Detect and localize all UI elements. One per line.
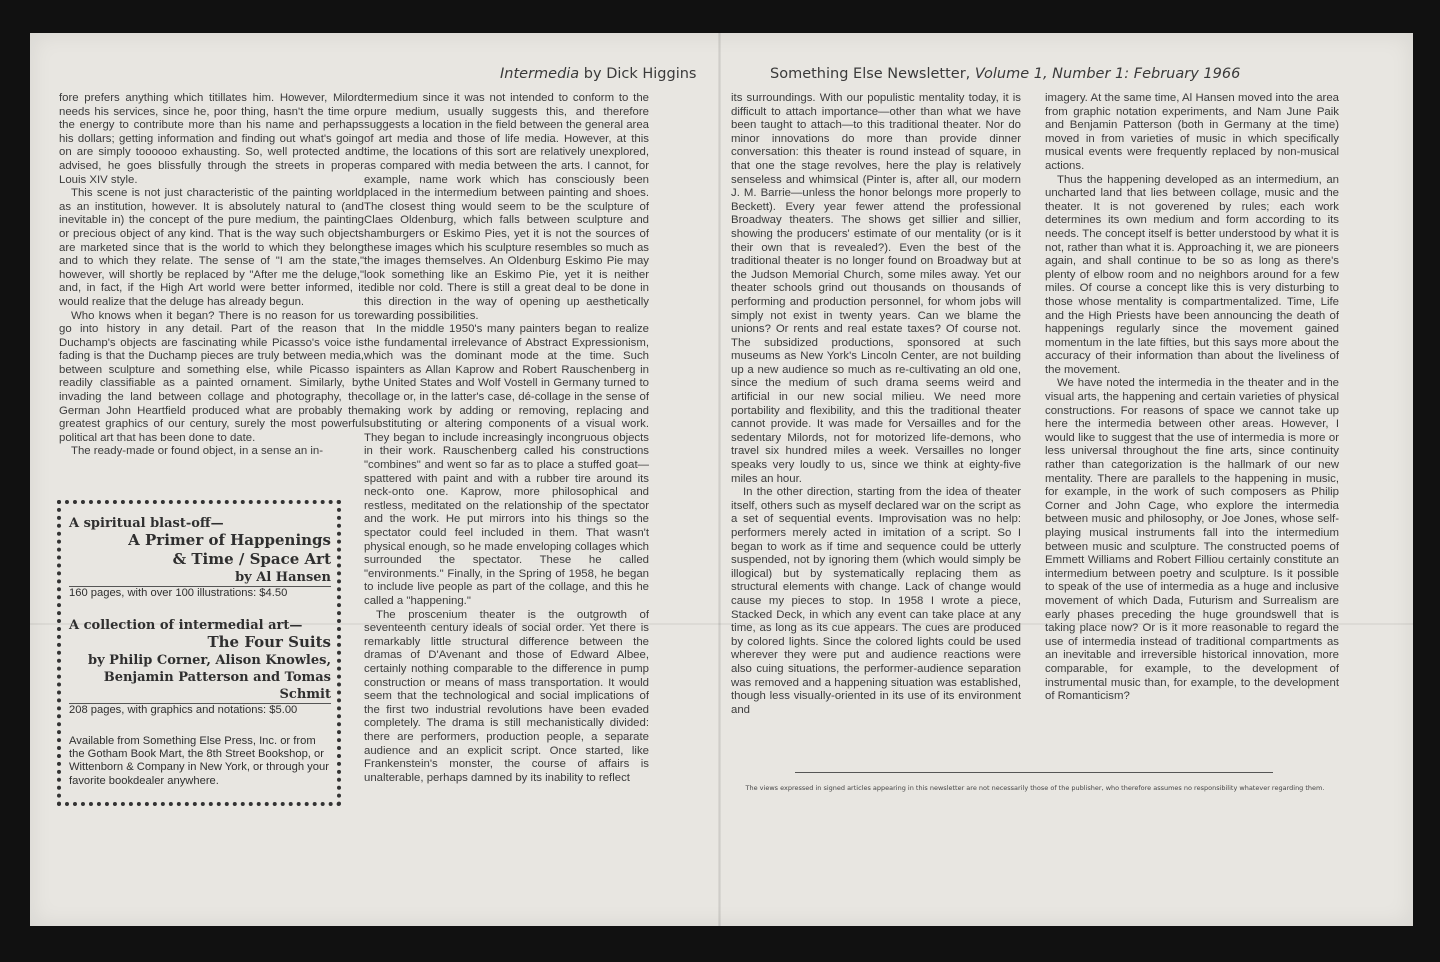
article-title: Intermedia (500, 66, 580, 82)
paragraph: imagery. At the same time, Al Hansen moved into the area from graphic notation experiments, and Nam June Paik and Benjamin Patterson (both in Germany at the time) moved in from varieties of music in which specifically musical events were frequently replaced by non-musical actions. (1045, 92, 1339, 172)
ad-lead-2: A collection of intermedial art— (69, 618, 303, 633)
paragraph: termedium since it was not intended to conform to the pure medium, usually suggests this, and therefore suggests a location in the field between the general area of art media and those of life media. However, at this time, the locations of this sort are relatively unexplored, as compared with media between the arts. I cannot, for example, name work which has consciously been placed in the intermedium between painting and shoes. The closest thing would seem to be the sculpture of Claes Oldenburg, which falls between sculpture and hamburgers or Eskimo Pies, yet it is not the sources of these images which his sculpture resembles so much as the images themselves. An Oldenburg Eskimo Pie may look something like an Eskimo Pie, yet it is neither edible nor cold. There is still a great deal to be done in this direction in the way of opening up aesthetically rewarding possibilities. (364, 92, 649, 322)
ad-info-2: 208 pages, with graphics and notations: $5.00 (69, 703, 331, 717)
ad-author-2a: by Philip Corner, Alison Knowles, (88, 653, 331, 668)
paragraph: This scene is not just characteristic of the painting world as an institution, however. It is absolutely natural to (and inevitable in) the concept of the pure medium, the painting or precious object of any kind. That is the way such objects are marketed since that is the world to which they belong and to which they relate. The sense of "I am the state," however, will shortly be replaced by "After me the deluge," and, in fact, if the High Art world were better informed, it would realize that the deluge has already begun. (59, 187, 364, 308)
ad-author-1: by Al Hansen (235, 570, 331, 585)
center-fold (718, 33, 721, 926)
paragraph: Who knows when it began? There is no reason for us to go into history in any detail. Part of the reason that Duchamp's objects are fascinating while Picasso's voice is fading is that the Duchamp pieces are truly between media, between sculpture and something else, while Picasso is readily classifiable as a painted ornament. Similarly, by invading the land between collage and photography, the German John Heartfield produced what are probably the greatest graphics of our century, surely the most powerful political art that has been done to date. (59, 309, 364, 444)
ad-title-1b: & Time / Space Art (172, 550, 331, 568)
ad-info-1: 160 pages, with over 100 illustrations: $4.50 (69, 586, 331, 600)
ad-author-2b: Benjamin Patterson and Tomas Schmit (103, 670, 331, 702)
article-author: by Dick Higgins (579, 66, 697, 82)
paragraph: We have noted the intermedia in the theater and in the visual arts, the happening and certain varieties of physical constructions. For reasons of space we cannot take up here the intermedia between other areas. However, I would like to suggest that the use of intermedia is more or less universal throughout the fine arts, since continuity rather than categorization is the hallmark of our new mentality. There are parallels to the happening in music, for example, in the work of such composers as Philip Corner and John Cage, who explore the intermedia between music and philosophy, or Joe Jones, whose self-playing musical instruments fall into the intermedium between music and sculpture. The constructed poems of Emmett Williams and Robert Filliou certainly constitute an intermedium between poetry and sculpture. Is it possible to speak of the use of intermedia as a huge and inclusive movement of which Dada, Futurism and Surrealism are early phases preceding the huge groundswell that is taking place now? Or is it more reasonable to regard the use of intermedia instead of traditional compartments as an inevitable and irreversible historical innovation, more comparable, for example, to the development of instrumental music than, for example, to the development of Romanticism? (1045, 377, 1339, 703)
column-3 (731, 92, 1021, 772)
book-advertisement-box (57, 500, 341, 806)
column-4 (1045, 92, 1339, 772)
right-page-header (770, 66, 1240, 82)
paragraph: Thus the happening developed as an intermedium, an uncharted land that lies between collage, music and the theater. It is not goverened by rules; each work determines its own medium and form according to its needs. The concept itself is better understood by what it is not, rather than what it is. Approaching it, we are pioneers again, and shall continue to be so as long as there's plenty of elbow room and no neighbors around for a few miles. Of course a concept like this is very disturbing to those whose mentality is compartmentalized. Time, Life and the High Priests have been announcing the death of happenings regularly since the movement gained momentum in the late fifties, but this says more about the accuracy of their information than about the liveliness of the movement. (1045, 173, 1339, 376)
paragraph: In the middle 1950's many painters began to realize the fundamental irrelevance of Abstract Expressionism, which was the dominant mode at the time. Such painters as Allan Kaprow and Robert Rauschenberg in the United States and Wolf Vostell in Germany turned to collage or, in the latter's case, dé-collage in the sense of making work by adding or removing, replacing and substituting or altering components of a visual work. They began to include increasingly incongruous objects in their work. Rauschenberg called his constructions "combines" and went so far as to place a stuffed goat—spattered with paint and with a rubber tire around its neck-onto one. Kaprow, more philosophical and restless, meditated on the relationship of the spectator and the work. He put mirrors into his things so the spectator could feel included in them. That wasn't physical enough, so he made enveloping collages which surrounded the spectator. These he called "environments." Finally, in the Spring of 1958, he began to include live people as part of the collage, and this he called a "happening." (364, 323, 649, 607)
column-2 (364, 92, 649, 810)
paragraph: fore prefers anything which titillates him. However, Milord needs his services, since he, poor thing, hasn't the time or the energy to contribute more than his name and perhaps his dollars; getting information and finding out what's going on are simply toooooo exhausting. So, well protected and advised, he goes blissfully through the streets in proper Louis XIV style. (59, 92, 364, 186)
column-1 (59, 92, 364, 499)
ad-title-2: The Four Suits (207, 633, 331, 651)
footer-rule (795, 772, 1273, 773)
paragraph: The ready-made or found object, in a sense an in- (71, 445, 324, 458)
disclaimer: The views expressed in signed articles appearing in this newsletter are not necessarily those of the publisher, who therefore assumes no responsibility whatever regarding them. (745, 784, 1325, 792)
issue-info: Volume 1, Number 1: February 1966 (974, 66, 1241, 82)
newsletter-name: Something Else Newsletter, (770, 66, 975, 82)
paragraph: The proscenium theater is the outgrowth of seventeenth century ideals of social order. Yet there is remarkably little structural difference between the dramas of D'Avenant and those of Edward Albee, certainly nothing comparable to the difference in pump construction or means of mass transportation. It would seem that the technological and social implications of the first two industrial revolutions have been evaded completely. The drama is still mechanistically divided: there are performers, production people, a separate audience and an explicit script. Once started, like Frankenstein's monster, the course of affairs is unalterable, perhaps damned by its inability to reflect (364, 608, 649, 784)
left-page-header (500, 66, 697, 82)
ad-availability: Available from Something Else Press, Inc. or from the Gotham Book Mart, the 8th Street Bookshop, or Wittenborn & Company in New York, or through your favorite bookdealer anywhere. (69, 735, 329, 787)
paragraph: its surroundings. With our populistic mentality today, it is difficult to attach importance—other than what we have been taught to attach—to this traditional theater. Nor do minor innovations do more than provide dinner conversation: this theater is round instead of square, in that one the stage revolves, here the play is relatively senseless and whimsical (Pinter is, after all, our modern J. M. Barrie—unless the honor belongs more properly to Beckett). Every year fewer attend the professional Broadway theaters. The shows get sillier and sillier, showing the producers' estimate of our mentality (or is it their own that is revealed?). Even the best of the traditional theater is no longer found on Broadway but at the Judson Memorial Church, some miles away. Yet our theater schools grind out thousands on thousands of performing and production personnel, for whom jobs will simply not exist in twenty years. Can we blame the unions? Or rents and real estate taxes? Of course not. The subsidized productions, sponsored at such museums as New York's Lincoln Center, are not building up a new audience so much as re-cultivating an old one, since the medium of such drama seems weird and artificial in our new social milieu. We need more portability and flexibility, and this the traditional theater cannot provide. It was made for Versailles and for the sedentary Milords, not for motorized life-demons, who travel six hundred miles a week. Versailles no longer speaks very loudly to us, since we think at eighty-five miles an hour. (731, 92, 1021, 485)
paragraph: In the other direction, starting from the idea of theater itself, others such as myself declared war on the script as a set of sequential events. Improvisation was no help: performers merely acted in imitation of a script. So I began to work as if time and sequence could be utterly suspended, not by ignoring them (which would simply be illogical) but by systematically replacing them as structural elements with change. Lack of change would cause my pieces to stop. In 1958 I wrote a piece, Stacked Deck, in which any event can take place at any time, as long as its cue appears. The cues are produced by colored lights. Since the colored lights could be used wherever they were put and audience reactions were also cuing situations, the performer-audience separation was removed and a happening situation was established, though less visually-oriented in its use of its environment and (731, 486, 1021, 716)
ad-title-1a: A Primer of Happenings (128, 531, 331, 549)
ad-lead-1: A spiritual blast-off— (69, 516, 224, 531)
